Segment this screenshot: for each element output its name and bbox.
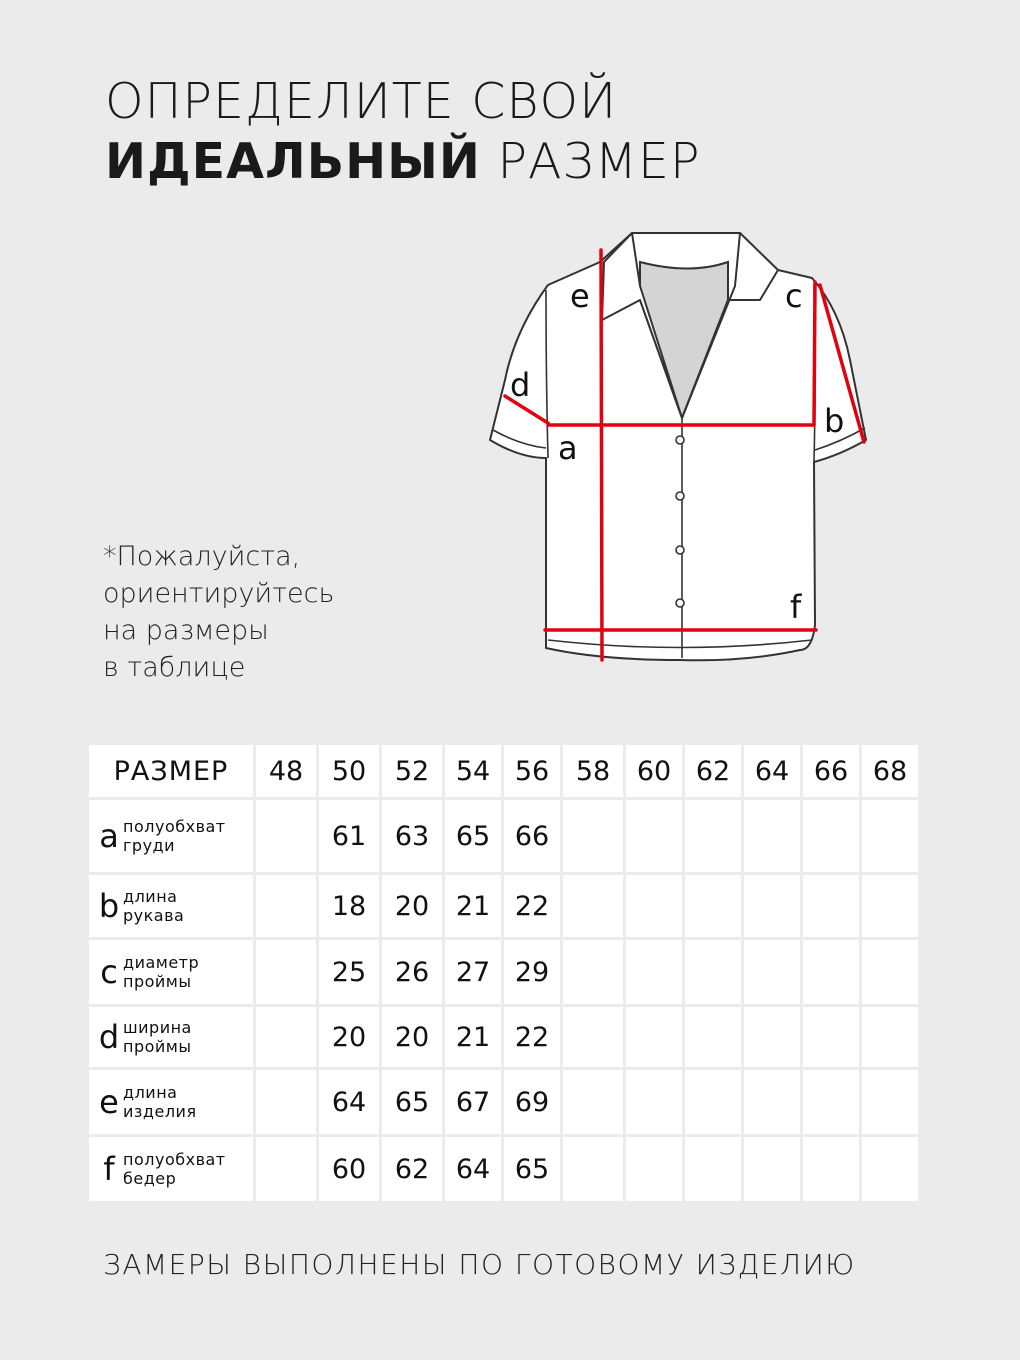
row-description: [123, 953, 199, 991]
size-table: [86, 742, 921, 1204]
table-cell: [803, 940, 859, 1004]
table-cell: [256, 1137, 316, 1201]
table-cell: [626, 1070, 682, 1134]
footer-note: ЗАМЕРЫ ВЫПОЛНЕНЫ ПО ГОТОВОМУ ИЗДЕЛИЮ: [103, 1248, 856, 1281]
table-cell: 62: [382, 1137, 442, 1201]
row-desc-line: длина: [123, 887, 178, 906]
table-cell: 25: [319, 940, 379, 1004]
row-desc-line: изделия: [123, 1102, 197, 1121]
row-description: [123, 887, 184, 925]
label-d: d: [510, 366, 531, 404]
row-letter: f: [103, 1150, 115, 1188]
table-cell: 21: [445, 875, 501, 937]
label-f: f: [790, 588, 802, 626]
label-b: b: [824, 402, 845, 440]
table-cell: [803, 1070, 859, 1134]
size-header-cell: 64: [744, 745, 800, 797]
table-cell: 22: [504, 875, 560, 937]
size-header-cell: 60: [626, 745, 682, 797]
table-cell: 67: [445, 1070, 501, 1134]
row-description: [123, 817, 226, 855]
row-label-f: [89, 1137, 253, 1201]
row-letter: c: [100, 953, 118, 991]
size-header-cell: 66: [803, 745, 859, 797]
title-line-1: ОПРЕДЕЛИТЕ СВОЙ: [105, 73, 618, 130]
table-cell: [803, 875, 859, 937]
size-note: [103, 538, 334, 686]
table-cell: [862, 1137, 918, 1201]
table-cell: [862, 800, 918, 872]
table-cell: 65: [445, 800, 501, 872]
table-cell: 26: [382, 940, 442, 1004]
size-header-label: РАЗМЕР: [89, 745, 253, 797]
table-cell: [563, 1070, 623, 1134]
table-row: [89, 1007, 918, 1067]
table-cell: [256, 800, 316, 872]
table-cell: [744, 1070, 800, 1134]
table-row: [89, 800, 918, 872]
table-cell: 27: [445, 940, 501, 1004]
table-cell: 29: [504, 940, 560, 1004]
size-header-cell: 56: [504, 745, 560, 797]
table-cell: [626, 1137, 682, 1201]
size-header-cell: 54: [445, 745, 501, 797]
table-cell: 66: [504, 800, 560, 872]
row-desc-line: диаметр: [123, 953, 200, 972]
title-bold-word: ИДЕАЛЬНЫЙ: [105, 133, 481, 190]
size-header-row: [89, 745, 918, 797]
row-letter: b: [98, 887, 120, 925]
table-cell: [803, 1007, 859, 1067]
table-cell: 20: [382, 1007, 442, 1067]
table-cell: [256, 1007, 316, 1067]
table-cell: [744, 1007, 800, 1067]
row-desc-line: груди: [123, 836, 175, 855]
size-header-cell: 68: [862, 745, 918, 797]
size-header-cell: 58: [563, 745, 623, 797]
table-cell: [744, 800, 800, 872]
title-rest: РАЗМЕР: [480, 133, 701, 190]
measure-line-c: [814, 282, 815, 425]
row-description: [123, 1018, 192, 1056]
table-cell: [685, 800, 741, 872]
row-desc-line: полуобхват: [123, 1150, 226, 1169]
table-cell: [744, 940, 800, 1004]
table-cell: 63: [382, 800, 442, 872]
page-title: [105, 72, 701, 192]
label-e: e: [570, 277, 590, 315]
label-c: c: [785, 277, 803, 315]
size-header-cell: 52: [382, 745, 442, 797]
size-header-cell: 62: [685, 745, 741, 797]
note-line: *Пожалуйста,: [103, 541, 301, 572]
table-cell: 64: [445, 1137, 501, 1201]
table-cell: 20: [382, 875, 442, 937]
row-label-a: [89, 800, 253, 872]
table-cell: 69: [504, 1070, 560, 1134]
table-cell: [685, 875, 741, 937]
table-cell: [685, 1007, 741, 1067]
note-line: на размеры: [103, 615, 269, 646]
table-cell: [685, 1137, 741, 1201]
table-cell: 18: [319, 875, 379, 937]
table-cell: [626, 1007, 682, 1067]
row-desc-line: длина: [123, 1083, 178, 1102]
table-cell: 61: [319, 800, 379, 872]
table-cell: [626, 800, 682, 872]
row-desc-line: проймы: [123, 972, 192, 991]
table-cell: [626, 875, 682, 937]
row-label-b: [89, 875, 253, 937]
table-cell: [685, 1070, 741, 1134]
table-row: [89, 875, 918, 937]
table-row: [89, 940, 918, 1004]
title-line-2: [105, 132, 701, 192]
size-header-cell: 48: [256, 745, 316, 797]
table-cell: [862, 940, 918, 1004]
table-row: [89, 1070, 918, 1134]
table-cell: 64: [319, 1070, 379, 1134]
note-line: в таблице: [103, 652, 246, 683]
row-letter: a: [99, 817, 119, 855]
size-header-cell: 50: [319, 745, 379, 797]
row-label-c: [89, 940, 253, 1004]
measure-line-e: [601, 250, 602, 660]
row-label-e: [89, 1070, 253, 1134]
table-cell: [256, 940, 316, 1004]
table-cell: [626, 940, 682, 1004]
table-cell: [563, 940, 623, 1004]
table-row: [89, 1137, 918, 1201]
table-cell: 20: [319, 1007, 379, 1067]
table-cell: [862, 875, 918, 937]
table-cell: [862, 1070, 918, 1134]
table-cell: [862, 1007, 918, 1067]
table-cell: [744, 875, 800, 937]
row-label-d: [89, 1007, 253, 1067]
note-line: ориентируйтесь: [103, 578, 335, 609]
table-cell: [563, 875, 623, 937]
table-cell: [803, 800, 859, 872]
row-desc-line: полуобхват: [123, 817, 226, 836]
table-cell: [563, 1137, 623, 1201]
row-description: [123, 1150, 226, 1188]
table-cell: [256, 875, 316, 937]
table-cell: 65: [382, 1070, 442, 1134]
table-cell: [256, 1070, 316, 1134]
table-cell: [563, 800, 623, 872]
shirt-measurement-diagram: [480, 225, 880, 675]
row-letter: d: [98, 1018, 120, 1056]
table-cell: [803, 1137, 859, 1201]
label-a: a: [558, 429, 578, 467]
table-cell: [744, 1137, 800, 1201]
table-cell: 65: [504, 1137, 560, 1201]
table-cell: 60: [319, 1137, 379, 1201]
table-cell: 22: [504, 1007, 560, 1067]
row-desc-line: рукава: [123, 906, 185, 925]
row-description: [123, 1083, 197, 1121]
row-desc-line: бедер: [123, 1169, 177, 1188]
table-cell: 21: [445, 1007, 501, 1067]
table-cell: [685, 940, 741, 1004]
row-desc-line: ширина: [123, 1018, 192, 1037]
row-desc-line: проймы: [123, 1037, 192, 1056]
table-cell: [563, 1007, 623, 1067]
row-letter: e: [99, 1083, 119, 1121]
